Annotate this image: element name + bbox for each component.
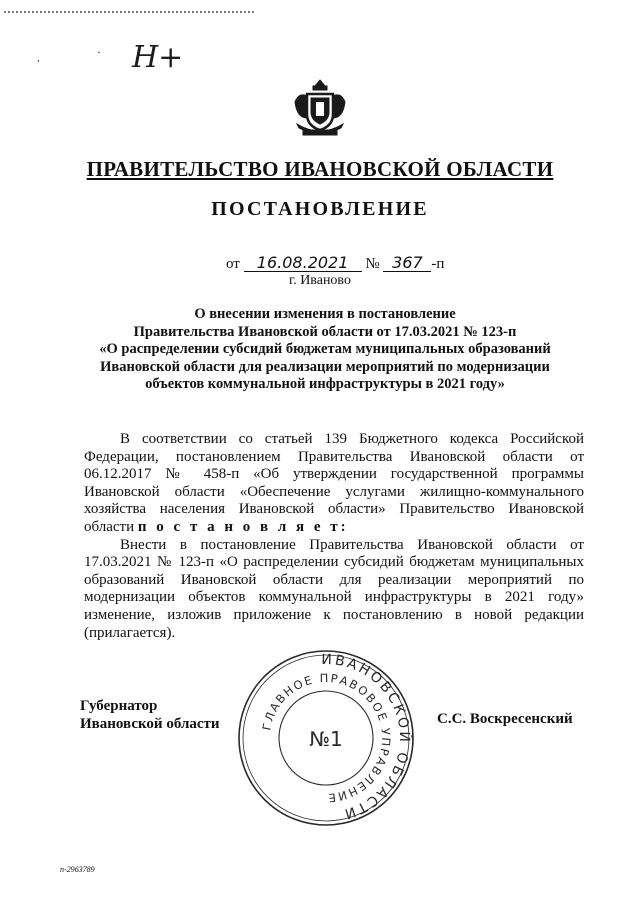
position-line-1: Губернатор (80, 698, 158, 714)
stamp-number: №1 (309, 727, 343, 751)
number-suffix: -п (431, 256, 445, 272)
coat-of-arms-icon (289, 78, 351, 140)
signatory-position (80, 697, 220, 733)
authority-heading (0, 157, 640, 182)
number-value: 367 (383, 255, 431, 272)
title-line: Ивановской области для реализации мероприятий по модернизации (100, 358, 550, 375)
margin-mark-mid: · (97, 45, 101, 59)
position-line-2: Ивановской области (80, 716, 220, 732)
handwritten-note: Н+ (132, 40, 184, 75)
stamp-inner-text: ГЛАВНОЕ ПРАВОВОЕ УПРАВЛЕНИЕ (259, 670, 394, 806)
number-sign: № (365, 256, 380, 272)
document-type: ПОСТАНОВЛЕНИЕ (211, 198, 429, 220)
scan-top-artifact (4, 11, 254, 13)
city: г. Иваново (289, 273, 351, 288)
title-line: Правительства Ивановской области от 17.03.2021 № 123-п (133, 323, 517, 340)
date-value: 16.08.2021 (244, 255, 362, 272)
official-stamp (236, 648, 416, 828)
body-paragraph-2: Внести в постановление Правительства Ивановской области от 17.03.2021 № 123-п «О распределении субсидий бюджетам муниципальных образований Ивановской области для реализации мероприятий по модернизации объектов коммунальной инфраструктуры в 2021 году» изменение, изложив приложение к постановлению в новой редакции (прилагается). (84, 536, 584, 641)
stamp-outer-text: ИВАНОВСКОЙ ОБЛАСТИ (321, 651, 413, 823)
signatory-name: С.С. Воскресенский (437, 711, 573, 727)
document-body (84, 431, 584, 642)
body-paragraph-1 (84, 431, 584, 537)
document-title (60, 306, 590, 394)
title-line: О внесении изменения в постановление (194, 306, 456, 322)
date-prefix: от (226, 256, 240, 272)
title-line: «О распределении субсидий бюджетам муниципальных образований (99, 341, 551, 357)
authority-text: ПРАВИТЕЛЬСТВО ИВАНОВСКОЙ ОБЛАСТИ (86, 157, 554, 181)
date-number-row (226, 255, 444, 273)
decree-word: п о с т а н о в л я е т: (137, 518, 349, 535)
preamble-text: В соответствии со статьей 139 Бюджетного кодекса Российской Федерации, постановлением Правительства Ивановской области от 06.12.2017 № 458-п «Об утверждении государственной программы Ивановской области «Обеспечение услугами жилищно-коммунального хозяйства населения Ивановской области» Правительство Ивановской области (84, 431, 584, 535)
footer-code: п-2963789 (60, 865, 95, 874)
title-line: объектов коммунальной инфраструктуры в 2021 году» (145, 376, 505, 392)
margin-mark-left: ˌ (36, 48, 41, 63)
